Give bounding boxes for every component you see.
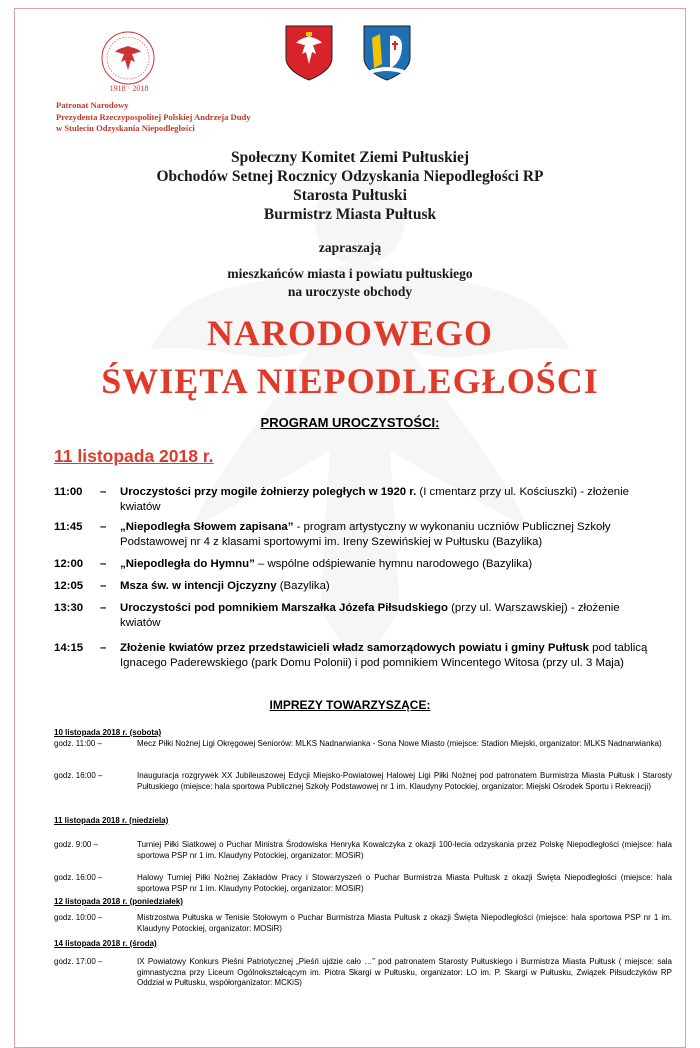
program-heading: PROGRAM UROCZYSTOŚCI: [260,415,440,430]
program-desc: pod tablicą Ignacego Paderewskiego (park Domu Polonii) i pod pomnikiem Wincentego Witosa (przy ul. 3 Maja) [120,642,648,669]
program-dash: – [100,486,107,498]
event-desc: IX Powiatowy Konkurs Pieśni Patriotycznej „Pieśń ujdzie cało …” pod patronatem Starosty Pułtuskiego i Burmistrza Miasta Pułtusk ( miejsce: sala gimnastyczna przy Liceum Ogólnokształcącym im. Piotra Skargi w Pułtusku, organizator: LO im. P. Skargi w Pułtusku, Związek Piłsudczyków RP Oddział w Pułtusku, współorganizator: MCKiS) [137,957,672,987]
program-desc: – wspólne odśpiewanie hymnu narodowego (Bazylika) [254,558,533,570]
day-heading: 12 listopada 2018 r. (poniedziałek) [54,897,183,906]
patronat-line: w Stuleciu Odzyskania Niepodległości [56,123,195,133]
program-title: „Niepodległa Słowem zapisana” [120,521,294,533]
program-time: 13:30 [54,602,84,614]
event-desc: Mistrzostwa Pułtuska w Tenisie Stołowym o Puchar Burmistrza Miasta Pułtusk z okazji Święta Niepodległości (miejsce: hala sportowa PSP nr 1 im. Klaudyny Potockiej, organizator: MOSiR) [137,913,672,933]
organizer-line: Burmistrz Miasta Pułtusk [263,206,437,223]
program-time: 11:00 [54,486,83,498]
program-time: 12:00 [54,558,84,570]
event-desc: Inauguracja rozgrywek XX Jubileuszowej Edycji Miejsko-Powiatowej Halowej Ligi Piłki Nożnej pod patronatem Burmistrza Miasta Pułtusk i Starosty Pułtuskiego (miejsce: hala sportowa Publicznej Szkoły Podstawowej nr 1 im. Klaudyny Potockiej, organizator: Miejski Ośrodek Sportu i Rekreacji) [137,771,672,791]
program-time: 14:15 [54,642,84,654]
program-desc: (Bazylika) [276,580,330,592]
program-title: Uroczystości pod pomnikiem Marszałka Józefa Piłsudskiego [120,602,448,614]
program-time: 11:45 [54,521,83,533]
audience-line: mieszkańców miasta i powiatu pułtuskiego [227,266,473,281]
main-title-line-2: ŚWIĘTA NIEPODLEGŁOŚCI [101,361,599,401]
program-item [54,579,654,594]
powiat-crest-icon [284,24,334,82]
event-item [54,739,672,750]
program-title: Msza św. w intencji Ojczyzny [120,580,277,592]
program-item [54,641,654,670]
organizer-line: Obchodów Setnej Rocznicy Odzyskania Niepodległości RP [156,168,544,185]
program-dash: – [100,642,107,654]
event-item [54,771,672,792]
invite-verb: zapraszają [318,240,382,255]
program-item [54,520,654,549]
event-time: godz. 16:00 – [54,873,103,882]
patronat-narodowy-logo [100,30,156,86]
event-item [54,873,672,894]
event-desc: Mecz Piłki Nożnej Ligi Okręgowej Seniorów: MLKS Nadnarwianka - Sona Nowe Miasto (miejsce: Stadion Miejski, organizator: MLKS Nadnarwianka) [137,739,662,748]
event-time: godz. 9:00 – [54,840,99,849]
organizer-line: Starosta Pułtuski [293,187,407,204]
organizers [0,148,700,224]
day-heading: 11 listopada 2018 r. (niedziela) [54,816,169,825]
main-title-line-1: NARODOWEGO [206,313,493,353]
program-dash: – [100,602,107,614]
miasto-crest-icon [362,24,412,82]
event-time: godz. 17:00 – [54,957,103,966]
program-date: 11 listopada 2018 r. [54,446,214,466]
event-desc: Halowy Turniej Piłki Nożnej Zakładów Pracy i Stowarzyszeń o Puchar Burmistrza Miasta Pułtusk z okazji Święta Niepodległości (miejsce: hala sportowa PSP nr 1 im. Klaudyny Potockiej, organizator: MOSiR) [137,873,672,893]
audience [0,265,700,301]
event-time: godz. 16:00 – [54,771,103,780]
program-item [54,485,654,514]
events-heading: IMPREZY TOWARZYSZĄCE: [269,698,431,712]
program-desc: - program artystyczny w wykonaniu uczniów Publicznej Szkoły Podstawowej nr 4 z klasami sportowymi im. Ireny Szewińskiej w Pułtusku (Bazylika) [120,521,611,548]
event-item [54,957,672,989]
program-dash: – [100,558,107,570]
audience-line: na uroczyste obchody [287,284,413,299]
patronat-text [56,100,251,135]
program-item [54,601,654,630]
program-dash: – [100,521,107,533]
day-heading: 14 listopada 2018 r. (środa) [54,939,157,948]
program-item [54,557,654,572]
patronat-line: Prezydenta Rzeczypospolitej Polskiej Andrzeja Dudy [56,111,251,122]
event-desc: Turniej Piłki Siatkowej o Puchar Ministra Środowiska Henryka Kowalczyka z okazji 100-lecia odzyskania przez Polskę Niepodległości (miejsce: hala sportowa PSP nr 1 im. Klaudyny Potockiej, organizator: MOSiR) [137,840,672,860]
program-title: „Niepodległa do Hymnu” [120,558,255,570]
event-time: godz. 11:00 – [54,739,102,748]
patronat-line: Patronat Narodowy [56,100,129,110]
patronat-years: 1918 · 2018 [109,84,149,93]
organizer-line: Społeczny Komitet Ziemi Pułtuskiej [230,149,470,166]
event-time: godz. 10:00 – [54,913,103,922]
program-time: 12:05 [54,580,84,592]
program-dash: – [100,580,107,592]
day-heading: 10 listopada 2018 r. (sobota) [54,728,162,737]
program-desc: (I cmentarz przy ul. Kościuszki) - złożenie kwiatów [120,486,629,513]
event-item [54,840,672,861]
program-title: Złożenie kwiatów przez przedstawicieli władz samorządowych powiatu i gminy Pułtusk [120,642,590,654]
program-title: Uroczystości przy mogile żołnierzy poległych w 1920 r. [120,486,417,498]
program-desc: (przy ul. Warszawskiej) - złożenie kwiatów [120,602,620,629]
event-item [54,913,672,934]
